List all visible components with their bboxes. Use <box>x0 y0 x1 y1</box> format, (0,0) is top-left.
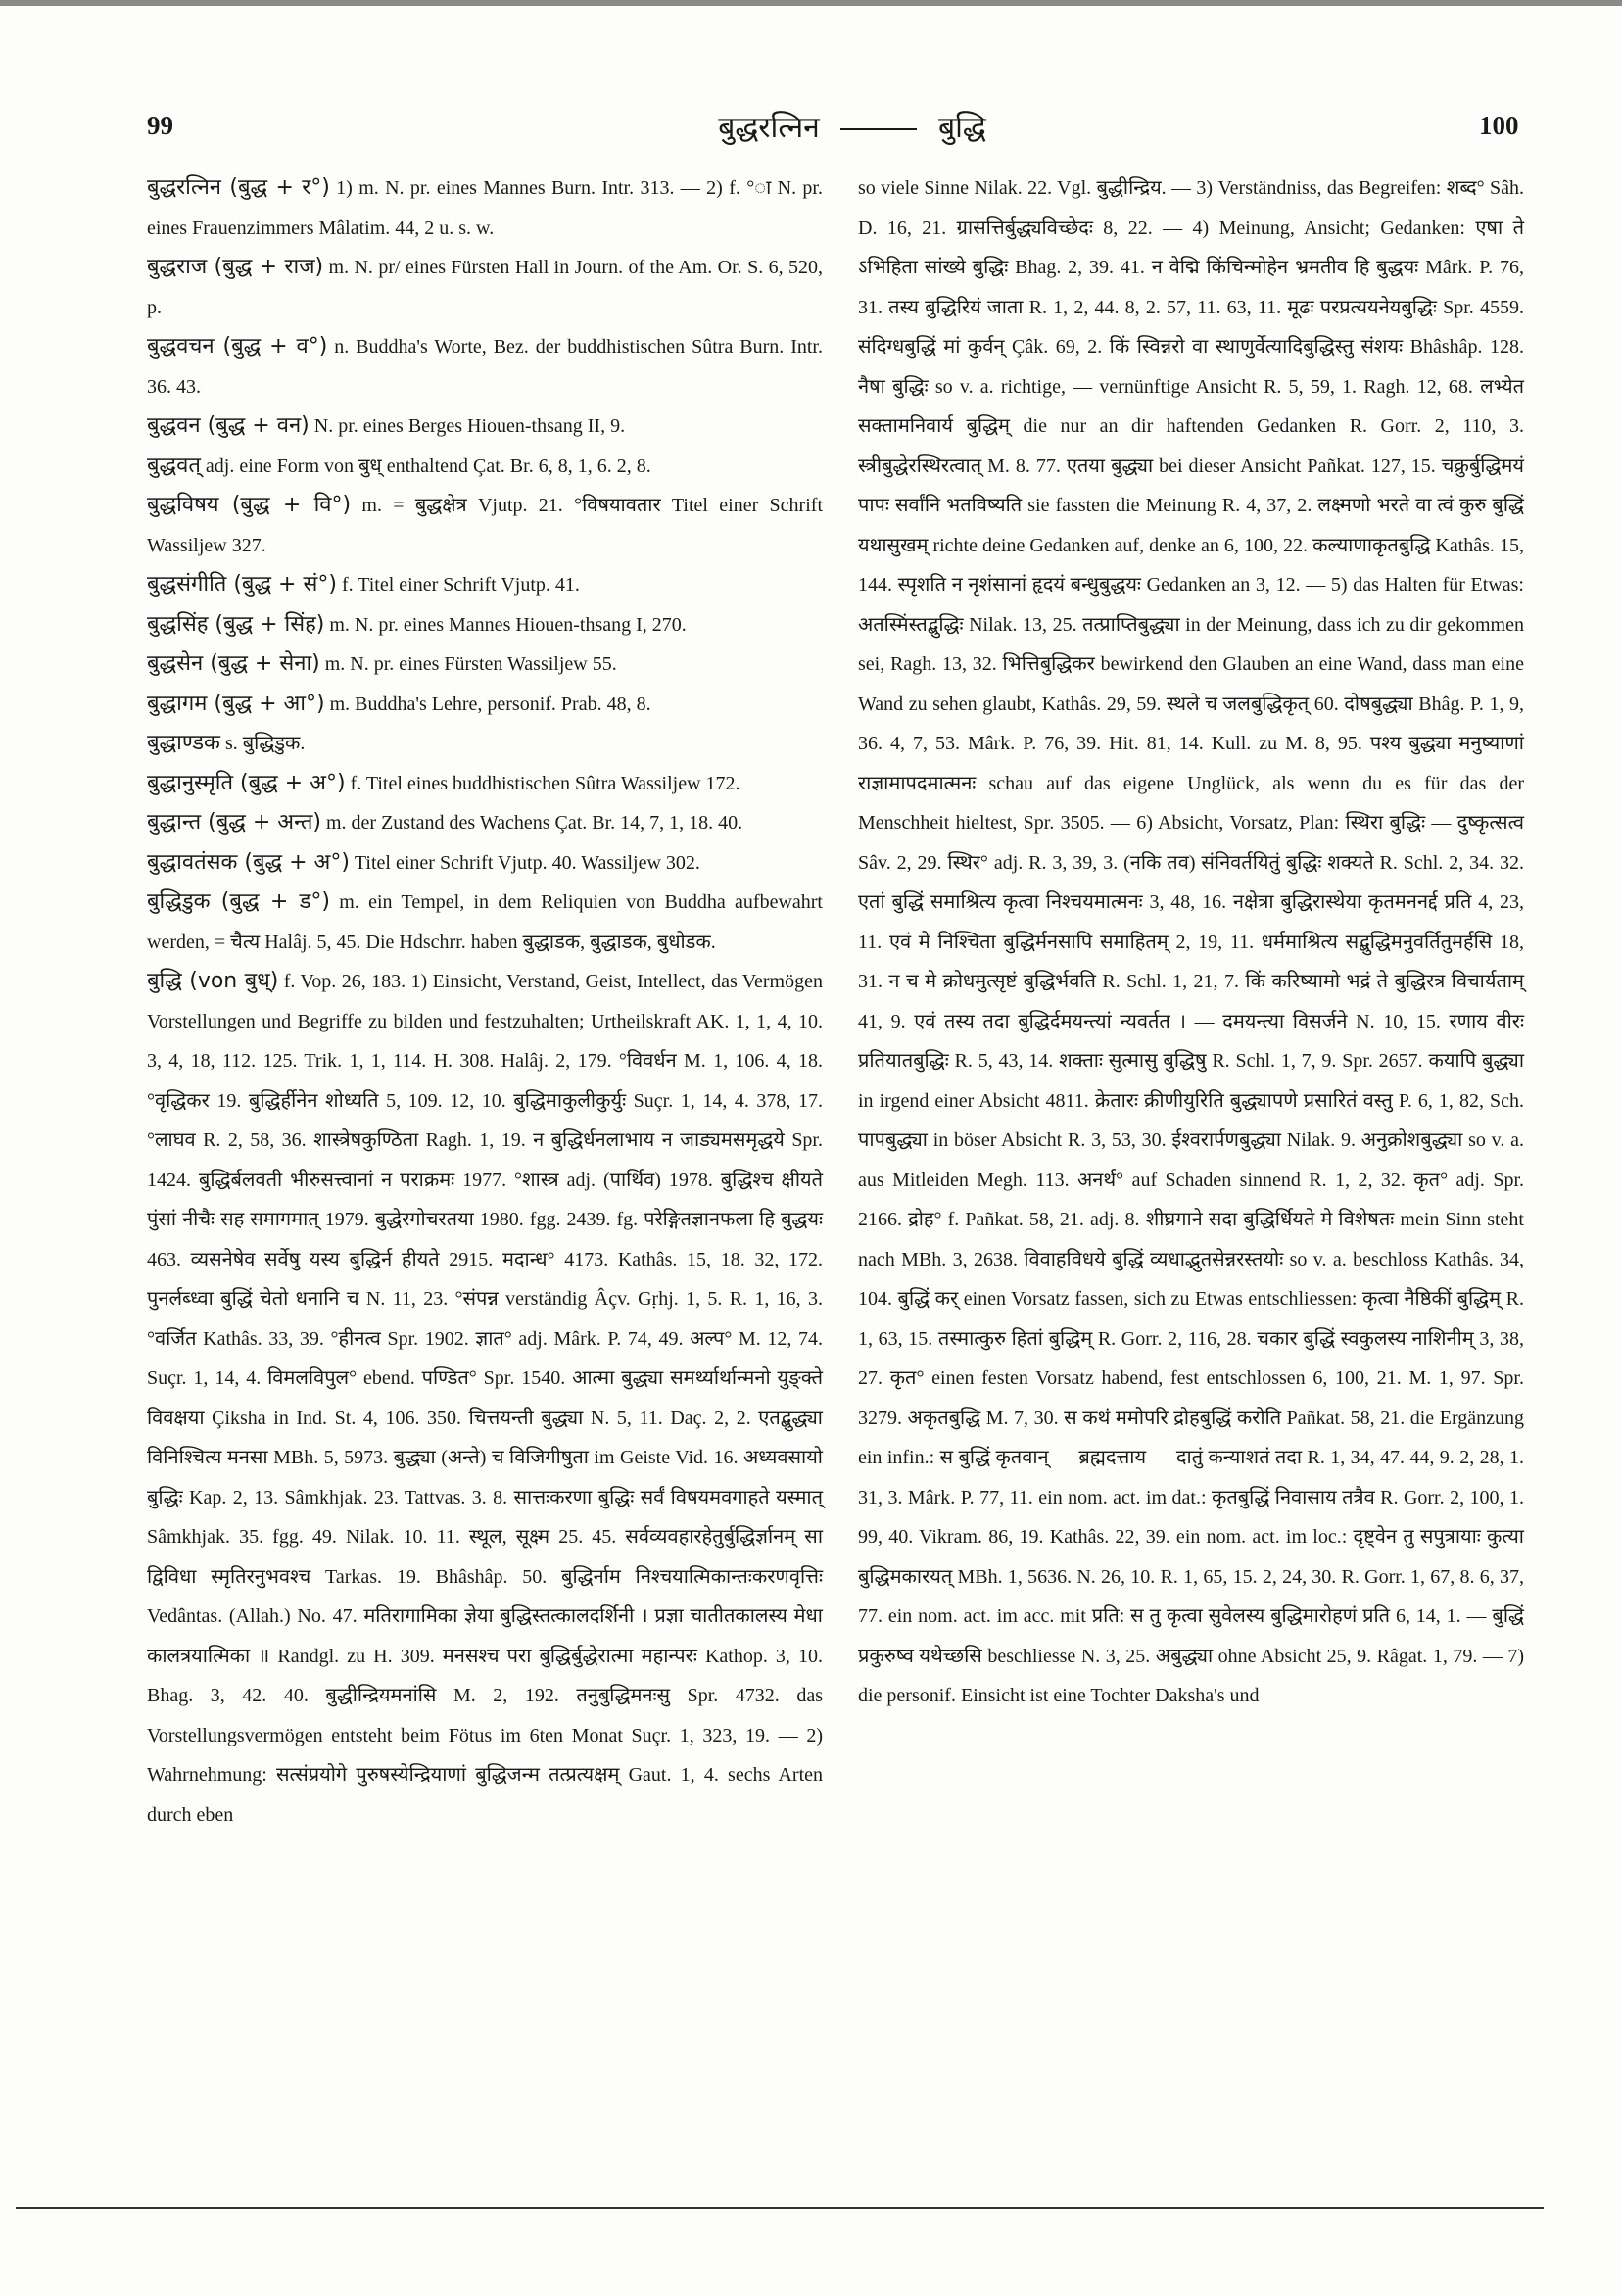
dictionary-entry <box>147 327 823 407</box>
entry-headword: बुद्धागम (बुद्ध + आ°) <box>147 691 325 716</box>
right-column <box>858 168 1524 1716</box>
entry-text: adj. eine Form von बुध् enthaltend Çat. Br. 6, 8, 1, 6. 2, 8. <box>200 454 651 477</box>
entry-headword: बुद्धवत् <box>147 453 201 478</box>
entry-headword: बुद्धराज (बुद्ध + राज) <box>147 255 324 279</box>
dictionary-entry <box>858 168 1524 1716</box>
running-head-dash <box>840 128 917 130</box>
dictionary-entry <box>147 248 823 327</box>
entry-text: f. Vop. 26, 183. 1) Einsicht, Verstand, Geist, Intellect, das Vermögen Vorstellungen und Begriffe zu bilden und festzuhalten; Urtheilskraft AK. 1, 1, 4, 10. 3, 4, 18, 112. 125. Trik. 1, 1, 114. H. 308. Halâj. 2, 179. °विवर्धन M. 1, 106. 4, 18. °वृद्धिकर 19. बुद्धिर्हीनेन शोध्यति 5, 109. 12, 10. बुद्धिमाकुलीकुर्युः Suçr. 1, 14, 4. 378, 17. °लाघव R. 2, 58, 36. शास्त्रेषकुण्ठिता Ragh. 1, 19. न बुद्धिर्धनलाभाय न जाड्यमसमृद्धये Spr. 1424. बुद्धिर्बलवती भीरुसत्त्वानां न पराक्रमः 1977. °शास्त्र adj. (पार्थिव) 1978. बुद्धिश्च क्षीयते पुंसां नीचैः सह समागमात् 1979. बुद्धेरगोचरतया 1980. fgg. 2439. fg. परेङ्गितज्ञानफला हि बुद्धयः 463. व्यसनेषेव सर्वेषु यस्य बुद्धिर्न हीयते 2915. मदान्ध° 4173. Kathâs. 15, 18. 32, 172. पुनर्लब्ध्वा बुद्धिं चेतो धनानि च N. 11, 23. °संपन्न verständig Âçv. Gṛhj. 1, 5. R. 1, 16, 3. °वर्जित Kathâs. 33, 39. °हीनत्व Spr. 1902. ज्ञात° adj. Mârk. P. 74, 49. अल्प° M. 12, 74. Suçr. 1, 14, 4. विमलविपुल° ebend. पण्डित° Spr. 1540. आत्मा बुद्ध्या समर्थ्यार्थान्मनो युङ्क्ते विवक्षया Çiksha in Ind. St. 4, 106. 350. चित्तयन्ती बुद्ध्या N. 5, 11. Daç. 2, 2. एतद्बुद्ध्या विनिश्चित्य मनसा MBh. 5, 5973. बुद्ध्या (अन्ते) च विजिगीषुता im Geiste Vid. 16. अध्यवसायो बुद्धिः Kap. 2, 13. Sâmkhjak. 23. Tattvas. 3. 8. सात्तःकरणा बुद्धिः सर्वं विषयमवगाहते यस्मात् Sâmkhjak. 35. fgg. 49. Nilak. 10. 11. स्थूल, सूक्ष्म 25. 45. सर्वव्यवहारहेतुर्बुद्धिर्ज्ञानम् सा द्विविधा स्मृतिरनुभवश्च Tarkas. 19. Bhâshâp. 50. बुद्धिर्नाम निश्चयात्मिकान्तःकरणवृत्तिः Vedântas. (Allah.) No. 47. मतिरागामिका ज्ञेया बुद्धिस्तत्कालदर्शिनी । प्रज्ञा चातीतकालस्य मेधा कालत्रयात्मिका ॥ Randgl. zu H. 309. मनसश्च परा बुद्धिर्बुद्धेरात्मा महान्परः Kathop. 3, 10. Bhag. 3, 42. 40. बुद्धीन्द्रियमनांसि M. 2, 192. तनुबुद्धिमनःसु Spr. 4732. das Vorstellungsvermögen entsteht beim Fötus im 6ten Monat Suçr. 1, 323, 19. — 2) Wahrnehmung: सत्संप्रयोगे पुरुषस्येन्द्रियाणां बुद्धिजन्म तत्प्रत्यक्षम् Gaut. 1, 4. sechs Arten durch eben <box>147 971 823 1826</box>
entry-text: m. = बुद्धक्षेत्र Vjutp. 21. °विषयावतार Titel einer Schrift Wassiljew 327. <box>147 495 823 556</box>
running-head <box>646 106 1058 146</box>
entry-text: m. N. pr/ eines Fürsten Hall in Journ. of the Am. Or. S. 6, 520, p. <box>147 257 823 318</box>
running-head-right: बुद्धि <box>937 111 986 145</box>
page-number-left: 99 <box>147 111 173 140</box>
dictionary-entry <box>147 962 823 1835</box>
dictionary-entry <box>147 645 823 685</box>
dictionary-entry <box>147 565 823 605</box>
dictionary-entry <box>147 803 823 843</box>
entry-headword: बुद्धविषय (बुद्ध + वि°) <box>147 493 352 517</box>
entry-text: m. Buddha's Lehre, personif. Prab. 48, 8. <box>324 693 651 715</box>
entry-text: f. Titel eines buddhistischen Sûtra Wassiljew 172. <box>345 772 740 794</box>
entry-headword: बुद्धानुस्मृति (बुद्ध + अ°) <box>147 770 346 795</box>
entry-text: Titel einer Schrift Vjutp. 40. Wassiljew 302. <box>349 851 700 874</box>
entry-headword: बुद्धि (von बुध्) <box>147 969 279 993</box>
entry-headword: बुद्धवन (बुद्ध + वन) <box>147 413 310 438</box>
dictionary-entry <box>147 764 823 804</box>
entry-headword: बुद्धसिंह (बुद्ध + सिंह) <box>147 611 325 637</box>
dictionary-entry <box>147 724 823 764</box>
entry-headword: बुद्धसंगीति (बुद्ध + सं°) <box>147 572 337 597</box>
top-rule <box>0 0 1622 6</box>
entry-text: s. बुद्धिडुक. <box>219 733 306 754</box>
dictionary-entry <box>147 407 823 447</box>
entry-text: m. der Zustand des Wachens Çat. Br. 14, 7, 1, 18. 40. <box>321 812 743 834</box>
dictionary-entry <box>147 605 823 646</box>
left-column <box>147 168 823 1835</box>
page-number-right: 100 <box>1479 111 1519 140</box>
entry-headword: बुद्धिडुक (बुद्ध + ड°) <box>147 889 330 914</box>
entry-headword: बुद्धवचन (बुद्ध + व°) <box>147 334 328 359</box>
entry-text: N. pr. eines Berges Hiouen-thsang II, 9. <box>309 415 626 437</box>
dictionary-entry <box>147 168 823 248</box>
entry-headword: बुद्धाण्डक <box>147 731 220 755</box>
entry-text: n. Buddha's Worte, Bez. der buddhistischen Sûtra Burn. Intr. 36. 43. <box>147 336 823 398</box>
entry-text: m. N. pr. eines Fürsten Wassiljew 55. <box>319 653 617 675</box>
entry-headword: बुद्धरत्निन (बुद्ध + र°) <box>147 175 330 200</box>
dictionary-entry <box>147 447 823 487</box>
entry-headword: बुद्धसेन (बुद्ध + सेना) <box>147 651 320 676</box>
entry-text: 1) m. N. pr. eines Mannes Burn. Intr. 313. — 2) f. °ा N. pr. eines Frauenzimmers Mâlatim. 44, 2 u. s. w. <box>147 177 823 239</box>
entry-headword: बुद्धावतंसक (बुद्ध + अ°) <box>147 849 350 875</box>
dictionary-entry <box>147 685 823 725</box>
dictionary-entry <box>147 843 823 884</box>
entry-text: m. N. pr. eines Mannes Hiouen-thsang I, 270. <box>324 613 687 636</box>
entry-text: m. ein Tempel, in dem Reliquien von Buddha aufbewahrt werden, = चैत्य Halâj. 5, 45. Die Hdschrr. haben बुद्धाडक, बुद्धाडक, बुधोडक. <box>147 891 823 953</box>
entry-text: so viele Sinne Nilak. 22. Vgl. बुद्धीन्द्रिय. — 3) Verständniss, das Begreifen: शब्द° Sâh. D. 16, 21. ग्रासत्तिर्बुद्ध्यविच्छेदः 8, 22. — 4) Meinung, Ansicht; Gedanken: एषा ते ऽभिहिता सांख्ये बुद्धिः Bhag. 2, 39. 41. न वेद्मि किंचिन्मोहेन भ्रमतीव हि बुद्धयः Mârk. P. 76, 31. तस्य बुद्धिरियं जाता R. 1, 2, 44. 8, 2. 57, 11. 63, 11. मूढः परप्रत्ययनेयबुद्धिः Spr. 4559. संदिग्धबुद्धिं मां कुर्वन् Çâk. 69, 2. किं स्विन्नरो वा स्थाणुर्वेत्यादिबुद्धिस्तु संशयः Bhâshâp. 128. नैषा बुद्धिः so v. a. richtige, — vernünftige Ansicht R. 5, 59, 1. Ragh. 12, 68. लभ्येत सक्तामनिवार्य बुद्धिम् die nur an dir haftenden Gedanken R. Gorr. 2, 110, 3. स्त्रीबुद्धेरस्थिरत्वात् M. 8. 77. एतया बुद्ध्या bei dieser Ansicht Pañkat. 127, 15. चक्रुर्बुद्धिमयं पापः सर्वांनि भतविष्यति sie fassten die Meinung R. 4, 37, 2. लक्ष्मणो भरते वा त्वं कुरु बुद्धिं यथासुखम् richte deine Gedanken auf, denke an 6, 100, 22. कल्याणाकृतबुद्धि Kathâs. 15, 144. स्पृशति न नृशंसानां हृदयं बन्धुबुद्धयः Gedanken an 3, 12. — 5) das Halten für Etwas: अतस्मिंस्तद्बुद्धिः Nilak. 13, 25. तत्प्राप्तिबुद्ध्या in der Meinung, dass ich zu dir gekommen sei, Ragh. 13, 32. भित्तिबुद्धिकर bewirkend den Glauben an eine Wand, dass man eine Wand zu sehen glaubt, Kathâs. 29, 59. स्थले च जलबुद्धिकृत् 60. दोषबुद्ध्या Bhâg. P. 1, 9, 36. 4, 7, 53. Mârk. P. 76, 39. Hit. 81, 14. Kull. zu M. 8, 95. पश्य बुद्ध्या मनुष्याणां राज्ञामापदमात्मनः schau auf das eigene Unglück, als wenn du es für das der Menschheit hieltest, Spr. 3505. — 6) Absicht, Vorsatz, Plan: स्थिरा बुद्धिः — दुष्कृत्सत्व Sâv. 2, 29. स्थिर° adj. R. 3, 39, 3. (नकि तव) संनिवर्तयितुं बुद्धिः शक्यते R. Schl. 2, 34. 32. एतां बुद्धिं समाश्रित्य कृत्वा निश्चयमात्मनः 3, 48, 16. नक्षेत्रा बुद्धिरास्थेया कृतमननर्द्द प्रति 4, 23, 11. एवं मे निश्चिता बुद्धिर्मनसापि समाहितम् 2, 19, 11. धर्ममाश्रित्य सद्बुद्धिमनुवर्तितुमर्हसि 18, 31. न च मे क्रोधमुत्सृष्टं बुद्धिर्भवति R. Schl. 1, 21, 7. किं करिष्यामो भद्रं ते बुद्धिरत्र विचार्यताम् 41, 9. एवं तस्य तदा बुद्धिर्दमयन्त्यां न्यवर्तत । — दमयन्त्या विसर्जने N. 10, 15. रणाय वीरः प्रतियातबुद्धिः R. 5, 43, 14. शक्ताः सुत्मासु बुद्धिषु R. Schl. 1, 7, 9. Spr. 2657. कयापि बुद्ध्या in irgend einer Absicht 4811. क्रेतारः क्रीणीयुरिति बुद्ध्यापणे प्रसारितं वस्तु P. 6, 1, 82, Sch. पापबुद्ध्या in böser Absicht R. 3, 53, 30. ईश्वरार्पणबुद्ध्या Nilak. 9. अनुक्रोशबुद्ध्या so v. a. aus Mitleiden Megh. 113. अनर्थ° auf Schaden sinnend R. 1, 2, 32. कृत° adj. Spr. 2166. द्रोह° f. Pañkat. 58, 21. adj. 8. शीघ्रगाने सदा बुद्धिर्धियते मे विशेषतः mein Sinn steht nach MBh. 3, 2638. विवाहविधये बुद्धिं व्यधाद्भुतसेन्नरस्तयोः so v. a. beschloss Kathâs. 34, 104. बुद्धिं कर् einen Vorsatz fassen, sich zu Etwas entschliessen: कृत्वा नैष्ठिकीं बुद्धिम् R. 1, 63, 15. तस्मात्कुरु हितां बुद्धिम् R. Gorr. 2, 116, 28. चकार बुद्धिं स्वकुलस्य नाशिनीम् 3, 38, 27. कृत° einen festen Vorsatz habend, fest entschlossen 6, 100, 21. M. 1, 97. Spr. 3279. अकृतबुद्धि M. 7, 30. स कथं ममोपरि द्रोहबुद्धिं करोति Pañkat. 58, 21. die Ergänzung ein infin.: स बुद्धिं कृतवान् — ब्रह्मदत्ताय — दातुं कन्याशतं तदा R. 1, 34, 47. 44, 9. 2, 28, 1. 31, 3. Mârk. P. 77, 11. ein nom. act. im dat.: कृतबुद्धिं निवासाय तत्रैव R. Gorr. 2, 100, 1. 99, 40. Vikram. 86, 19. Kathâs. 22, 39. ein nom. act. im loc.: दृष्ट्वेन तु सपुत्रायाः कुत्या बुद्धिमकारयत् MBh. 1, 5636. N. 26, 10. R. 1, 65, 15. 2, 24, 30. R. Gorr. 1, 67, 8. 6, 37, 77. ein nom. act. im acc. mit प्रति: स तु कृत्वा सुवेलस्य बुद्धिमारोहणं प्रति 6, 14, 1. — बुद्धिं प्रकुरुष्व यथेच्छसि beschliesse N. 3, 25. अबुद्ध्या ohne Absicht 25, 9. Râgat. 1, 79. — 7) die personif. Einsicht ist eine Tochter Daksha's und <box>858 177 1524 1706</box>
dictionary-entry <box>147 486 823 565</box>
bottom-rule <box>16 2207 1544 2209</box>
running-head-left: बुद्धरत्निन <box>718 111 820 145</box>
entry-text: f. Titel einer Schrift Vjutp. 41. <box>336 574 580 596</box>
dictionary-entry <box>147 883 823 962</box>
entry-headword: बुद्धान्त (बुद्ध + अन्त) <box>147 810 321 835</box>
